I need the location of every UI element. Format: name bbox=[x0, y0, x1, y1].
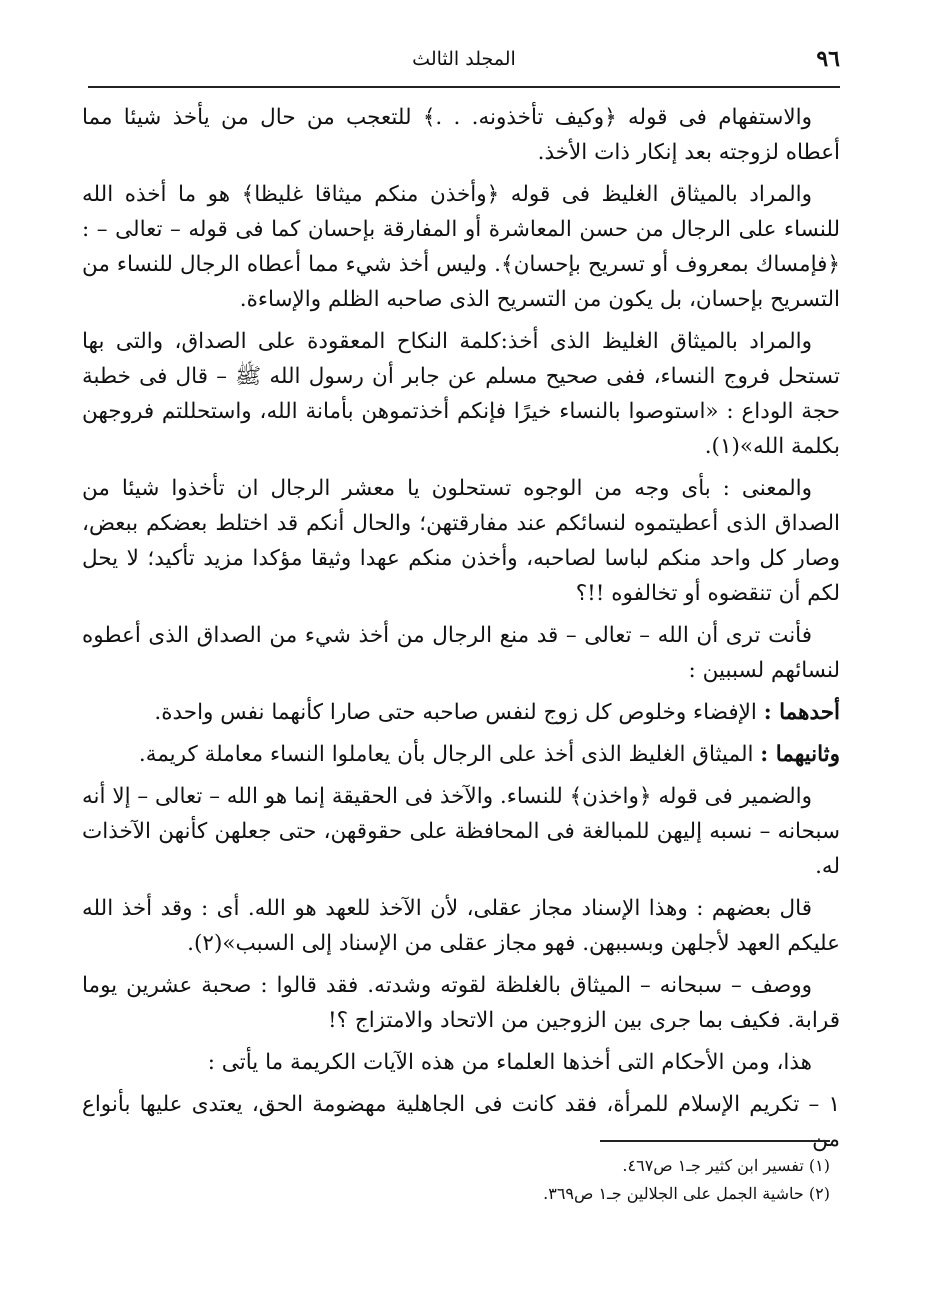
paragraph-text: هذا، ومن الأحكام التى أخذها العلماء من هذه الآيات الكريمة ما يأتى : bbox=[207, 1050, 812, 1075]
page-header bbox=[88, 46, 840, 82]
reason-lead: وثانيهما : bbox=[760, 742, 840, 767]
paragraph-text: قال بعضهم : وهذا الإسناد مجاز عقلى، لأن الآخذ للعهد هو الله. أى : وقد أخذ الله عليكم العهد لأجلهن وبسببهن. فهو مجاز عقلى من الإسناد إلى السبب»(٢). bbox=[82, 896, 840, 956]
footnotes bbox=[300, 1152, 830, 1208]
reason-lead: أحدهما : bbox=[763, 700, 840, 725]
paragraph-text: فأنت ترى أن الله – تعالى – قد منع الرجال من أخذ شيء من الصداق الذى أعطوه لنسائهم لسببين : bbox=[82, 623, 840, 683]
paragraph-text: ووصف – سبحانه – الميثاق بالغلظة لقوته وشدته. فقد قالوا : صحبة عشرين يوما قرابة. فكيف بما جرى بين الزوجين من الاتحاد والامتزاج ؟! bbox=[82, 973, 840, 1033]
paragraph bbox=[82, 100, 840, 170]
numbered-item bbox=[82, 1087, 840, 1157]
footnote-rule bbox=[600, 1140, 830, 1142]
paragraph bbox=[82, 968, 840, 1038]
reason-text: الإفضاء وخلوص كل زوج لنفس صاحبه حتى صارا كأنهما نفس واحدة. bbox=[154, 700, 764, 725]
running-title: المجلد الثالث bbox=[412, 48, 516, 70]
paragraph bbox=[82, 177, 840, 317]
paragraph-text: والمراد بالميثاق الغليظ الذى أخذ:كلمة النكاح المعقودة على الصداق، والتى بها تستحل فروج النساء، ففى صحيح مسلم عن جابر أن رسول الله ﷺ – قال فى خطبة حجة الوداع : «استوصوا بالنساء خيرًا فإنكم أخذتموهن بأمانة الله، واستحللتم فروجهن بكلمة الله»(١). bbox=[82, 329, 840, 459]
paragraph-text: والمراد بالميثاق الغليظ فى قوله ﴿وأخذن منكم ميثاقا غليظا﴾ هو ما أخذه الله للنساء على الرجال من حسن المعاشرة أو المفارقة بإحسان كما فى قوله – تعالى – : ﴿فإمساك بمعروف أو تسريح بإحسان﴾. وليس أخذ شيء مما أعطاه الرجال للنساء من التسريح بإحسان، بل يكون من التسريح الذى صاحبه الظلم والإساءة. bbox=[82, 182, 840, 312]
paragraph bbox=[82, 618, 840, 688]
paragraph-text: والضمير فى قوله ﴿واخذن﴾ للنساء. والآخذ فى الحقيقة إنما هو الله – تعالى – إلا أنه سبحانه – نسبه إليهن للمبالغة فى المحافظة على حقوقهن، حتى جعلهن كأنهن الآخذات له. bbox=[82, 784, 840, 879]
paragraph-text: والمعنى : بأى وجه من الوجوه تستحلون يا معشر الرجال ان تأخذوا شيئا من الصداق الذى أعطيتموه لنسائكم عند مفارقتهن؛ والحال أنكم قد اختلط بعضكم ببعض، وصار كل واحد منكم لباسا لصاحبه، وأخذن منكم عهدا وثيقا مؤكدا مزيد تأكيد؛ لا يحل لكم أن تنقضوه أو تخالفوه !!؟ bbox=[82, 476, 840, 606]
reason-item bbox=[82, 737, 840, 772]
paragraph bbox=[82, 324, 840, 464]
footnote: (٢) حاشية الجمل على الجلالين جـ١ ص٣٦٩. bbox=[543, 1184, 830, 1203]
paragraph bbox=[82, 891, 840, 961]
reason-item bbox=[82, 695, 840, 730]
numbered-item-text: ١ – تكريم الإسلام للمرأة، فقد كانت فى الجاهلية مهضومة الحق، يعتدى عليها بأنواع من bbox=[82, 1092, 840, 1152]
paragraph bbox=[82, 779, 840, 884]
footnote: (١) تفسير ابن كثير جـ١ ص٤٦٧. bbox=[622, 1156, 830, 1175]
paragraph bbox=[82, 1045, 840, 1080]
paragraph bbox=[82, 471, 840, 611]
header-rule bbox=[88, 86, 840, 88]
reason-text: الميثاق الغليظ الذى أخذ على الرجال بأن يعاملوا النساء معاملة كريمة. bbox=[138, 742, 761, 767]
page-number: ٩٦ bbox=[816, 46, 840, 72]
paragraph-text: والاستفهام فى قوله ﴿وكيف تأخذونه. . .﴾ للتعجب من حال من يأخذ شيئا مما أعطاه لزوجته بعد إنكار ذات الأخذ. bbox=[82, 105, 840, 165]
body-text bbox=[82, 100, 840, 1164]
